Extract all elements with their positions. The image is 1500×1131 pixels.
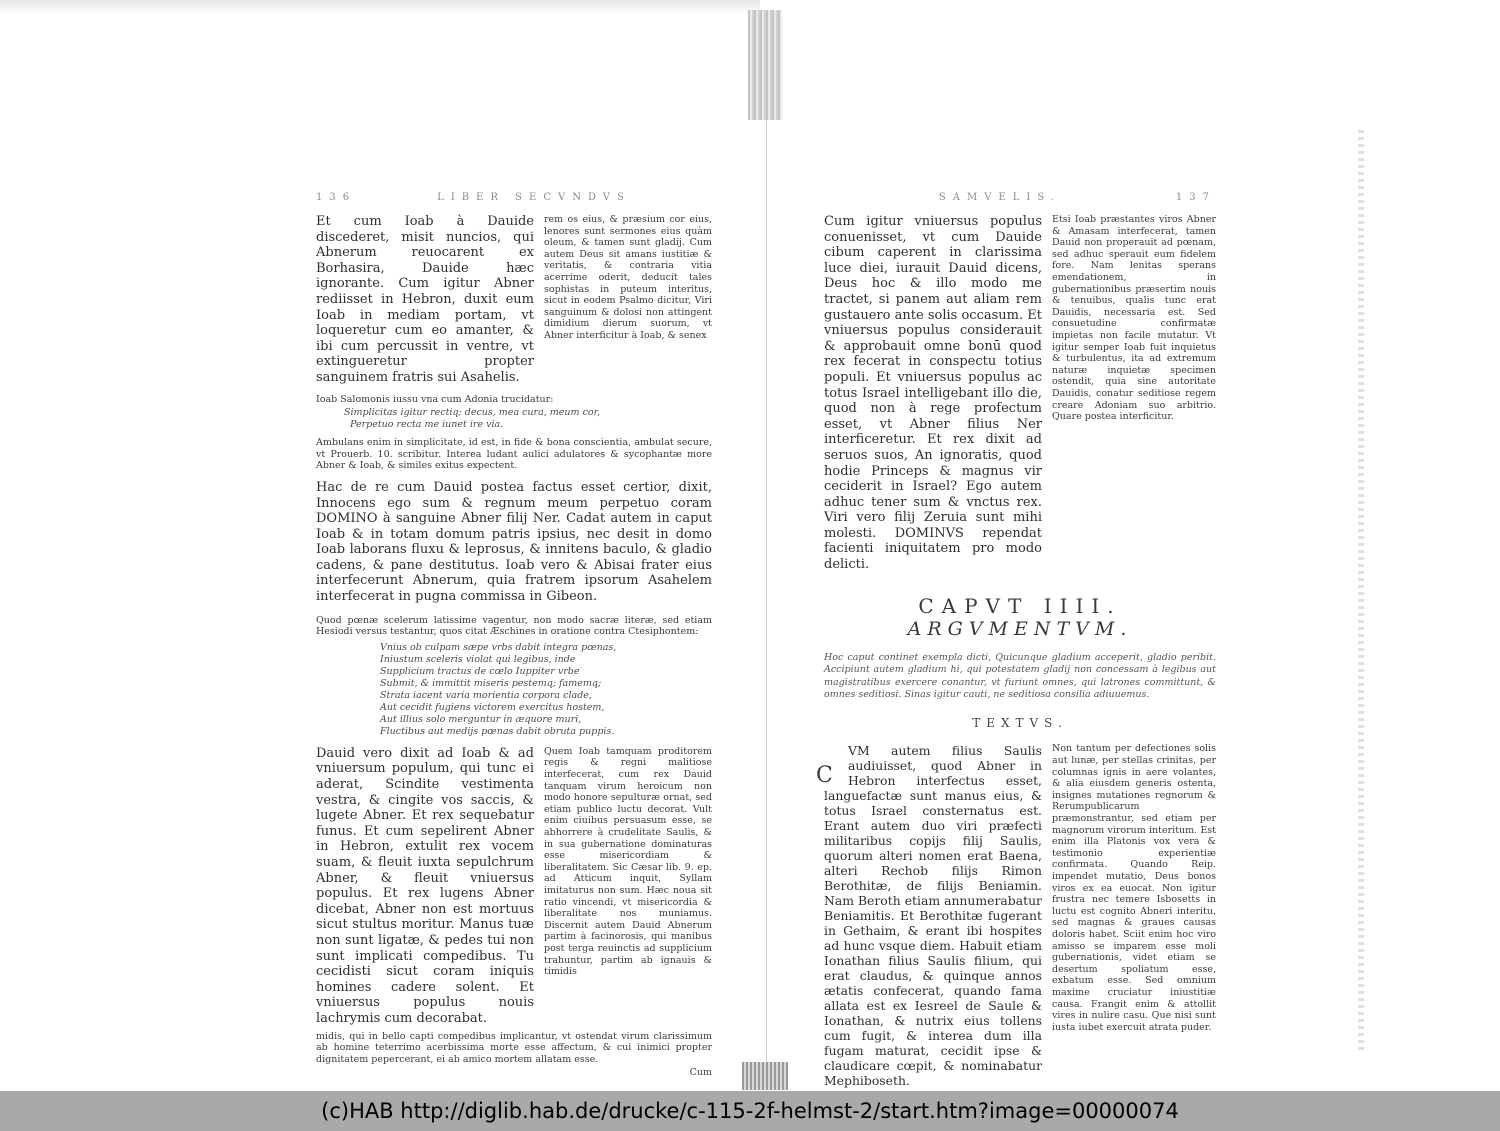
left-main-text-2: Hac de re cum Dauid postea factus esset certior, dixit, Innocens ego sum & regnum meum perpetuo coram DOMINO à sanguine Abner filij Ner. Cadat autem in caput Ioab & in totam domum patris ipsius, nec desit in domo Ioab laborans fluxu & leprosus, & innitens baculo, & gladio cadens, & pane destitutus. Ioab vero & Abisai frater eius interfecerunt Abnerum, quia fratrem ipsorum Asahelem interfecerat in pugna commissa in Gibeon. (316, 479, 712, 605)
verse-line: Supplicium tractus de cœlo Iuppiter vrbe (380, 665, 580, 677)
copyright-footer-bar (0, 1091, 1500, 1131)
argumentum-text: Hoc caput continet exempla dicti, Quicunque gladium acceperit, gladio peribit. Accipiunt autem gladium hi, qui potestatem gladij non concessam à legibus aut magistratibus exercere conantur, vt furiunt omnes, qui latrones committunt, & omnes seditiosi. Sinas igitur cauti, ne seditiosa consilia adiuuemus. (824, 651, 1216, 701)
right-page-number: 137 (1175, 192, 1216, 203)
verse-line: Fluctibus aut medijs pœnas dabit obruta puppis. (380, 725, 615, 737)
left-main-text-1: Et cum Ioab à Dauide discederet, misit nuncios, qui Abnerum reuocarent ex Borhasira, Dauide hæc ignorante. Cum igitur Abner rediisset in Hebron, duxit eum Ioab in mediam portam, vt loqueretur cum eo amanter, & ibi cum percussit in ventre, vt extingueretur propter sanguinem fratris sui Asahelis. (316, 214, 534, 385)
right-marginal-note-1: Etsi Ioab præstantes viros Abner & Amasam interfecerat, tamen Dauid non properauit ad pœnam, sed adhuc sperauit eum fidelem fore. Nam lenitas sperans emendationem, in gubernationibus præsertim nouis & tenuibus, qualis tunc erat Dauidis, necessaria est. Sed consuetudine confirmatæ impietas non facile mutatur. Vt igitur semper Ioab fuit inquietus & turbulentus, ita ad extremum naturæ inquietæ specimen ostendit, quia sine autoritate Dauidis, conatur seditiose regem creare Adoniam suo arbitrio. Quare postea interficitur. (1052, 214, 1216, 423)
page-top-edge-shadow (0, 0, 760, 14)
right-marginal-note-2: Non tantum per defectiones solis aut lunæ, per stellas crinitas, per columnas ignis in aere volantes, & alia eiusdem generis ostenta, insignes mutationes regnorum & Rerumpublicarum præmonstrantur, sed etiam per magnorum virorum interitum. Est enim illa Platonis vox vera & testimonio experientiæ confirmata. Quando Reip. impendet mutatio, Deus bonos viros ex ea euocat. Non igitur frustra nec temere Isbosetts in luctu est cognito Abneri interitu, sed magnas & graues causas doloris habet. Sciit enim hoc viro amisso se imparem esse moli gubernationis, videt etiam se desertum spoliatum esse, exbatum esse. Sed omnium maxime cruciatur iniustitiæ causa. Frangit enim & attollit vires in nulire casu. Que nisi sunt iusta iubet exercuit atrata puder. (1052, 743, 1216, 1033)
left-note-4: Quod pœnæ scelerum latissime vagentur, non modo sacræ literæ, sed etiam Hesiodi versus testantur, quos citat Æschines in oratione contra Ctesiphontem: (316, 614, 712, 638)
left-running-head (316, 190, 712, 204)
left-catchword: Cum (689, 1067, 712, 1079)
textus-heading: TEXTVS. (972, 715, 1068, 730)
left-marginal-note-1: rem os eius, & præsium cor eius, lenores sunt sermones eius quàm oleum, & tamen sunt gladij. Cum autem Deus sit amans iustitiæ & veritatis, & contraria vitia acerrime oderit, deducit tales sophistas in puteum interitus, sicut in eodem Psalmo dicitur, Viri sanguinum & dolosi non attingent dimidium dierum suorum, vt Abner interficitur à Ioab, & senex (544, 214, 712, 341)
verse-line: Strata iacent varia morientia corpora clade, (380, 689, 592, 701)
left-verse-2 (316, 642, 712, 738)
left-running-title: LIBER SECVNDVS (437, 192, 631, 203)
gutter-line (766, 120, 767, 1070)
left-section-3 (316, 746, 712, 1027)
right-section-2 (816, 743, 1216, 1089)
argumentum-heading: ARGVMENTVM. (907, 618, 1133, 641)
right-running-head (824, 190, 1216, 204)
copyright-url-text: (c)HAB http://diglib.hab.de/drucke/c-115-2f-helmst-2/start.htm?image=00000074 (321, 1099, 1179, 1123)
right-section-1 (824, 214, 1216, 573)
right-main-text-2-body: VM autem filius Saulis audiuisset, quod Abner in Hebron interfectus esset, languefactæ sunt manus eius, & totus Israel consternatus est. Erant autem duo viri præfecti militaribus copijs filij Saulis, quorum alteri nomen erat Baena, alteri Rechob filijs Rimon Berothitæ, de filijs Beniamin. Nam Beroth etiam annumerabatur Beniamitis. Et Berothitæ fugerant in Gethaim, & erant ibi hospites ad hunc vsque diem. Habuit etiam Ionathan filius Saulis filium, qui erat claudus, & quinque annos ætatis confecerat, quando fama allata est ex Iesreel de Saule & Ionathan, & nutrix eius tollens cum fugit, & interea dum illa fugam maturat, cecidit ipse & claudicare cœpit, & nominabatur Mephiboseth. (824, 743, 1042, 1089)
left-main-text-3: Dauid vero dixit ad Ioab & ad vniuersum populum, qui tunc ei aderat, Scindite vestimenta vestra, & cingite vos saccis, & lugete Abner. Et rex sequebatur funus. Et cum sepelirent Abner in Hebron, extulit rex vocem suam, & fleuit iuxta sepulchrum Abner, & fleuit vniuersus populus. Et rex lugens Abner dicebat, Abner non est mortuus sicut stultus moritur. Manus tuæ non sunt ligatæ, & pedes tui non sunt implicati compedibus. Tu cecidisti sicut coram iniquis homines cadere solent. Et vniuersus populus nouis lachrymis cum decorabat. (316, 745, 534, 1026)
verse-line: Iniustum sceleris violat qui legibus, inde (380, 653, 576, 665)
left-marginal-note-5: Quem Ioab tamquam proditorem regis & regni malitiose interfecerat, cum rex Dauid tanquam virum heroicum non modo honore sepulturæ ornat, sed etiam publico luctu decorat. Vult enim ciuibus persuasum esse, se abhorrere à crudelitate Saulis, & in sua gubernatione dominaturas esse misericordiam & liberalitatem. Sic Cæsar lib. 9. ep. ad Atticum inquit, Syllam imitaturus non sum. Hæc noua sit ratio vincendi, vt misericordia & liberalitate nos muniamus. Discernit autem Dauid Abnerum partim à facinorosis, qui manibus post terga reuinctis ad supplicium trahuntur, partim ab ignauis & timidis (544, 745, 712, 978)
verse-line: Submit, & immittit miseris pestemq; famemq; (380, 677, 602, 689)
chapter-heading: CAPVT IIII. (918, 593, 1122, 618)
verse-line: Vnius ob culpam sæpe vrbs dabit integra pœnas, (380, 641, 617, 653)
left-page-number: 136 (316, 192, 357, 203)
verse-line: Aut illius solo merguntur in æquore muri, (380, 713, 582, 725)
left-note-2: Ioab Salomonis iussu vna cum Adonia trucidatur: (316, 393, 554, 405)
verse-line: Simplicitas igitur rectiq; decus, mea cura, meum cor, (344, 407, 601, 419)
verse-line: Aut cecidit fugiens victorem exercitus hostem, (380, 701, 605, 713)
right-main-text-1: Cum igitur vniuersus populus conuenisset, vt cum Dauide cibum caperent in clarissima luce diei, iurauit Dauid dicens, Deus hoc & illo modo me tractet, si panem aut aliam rem gustauero ante solis occasum. Et vniuersus populus considerauit & approbauit omne bonū quod rex fecerat in conspectu totius populi. Et vniuersus populus ac totus Israel intelligebant illo die, quod non à rege profectum esset, vt Abner filius Ner interficeretur. Et rex dixit ad seruos suos, An ignoratis, quod hodie Princeps & magnus vir ceciderit in Israel? Ego autem adhuc tener sum & vnctus rex. Viri vero filij Zeruia sunt mihi molesti. DOMINVS rependat facienti iniquitatem pro modo delicti. (824, 214, 1042, 573)
right-main-text-2 (816, 743, 1042, 1089)
right-running-title: SAMVELIS. (938, 192, 1061, 203)
left-note-3: Ambulans enim in simplicitate, id est, in fide & bona conscientia, ambulat secure, vt Prouerb. 10. scribitur. Interea ludant aulici adulatores & sycophantæ more Abner & Ioab, & similes exitus expectent. (316, 437, 712, 472)
left-section-1 (316, 214, 712, 386)
drop-cap-letter: C (816, 763, 833, 789)
book-spine-top (748, 10, 782, 120)
left-note-6: midis, qui in bello capti compedibus implicantur, vt ostendat virum clarissimum ab homine teterrimo acerbissima morte esse affectum, & cui inimici propter dignitatem pepercerant, ei ab amico mortem allatam esse. (316, 1030, 712, 1065)
left-page (316, 190, 712, 1079)
book-spine-bottom (742, 1062, 788, 1090)
verse-line: Perpetuo recta me iunet ire via. (350, 419, 504, 431)
right-page (816, 190, 1216, 1091)
right-page-edge (1358, 130, 1364, 1050)
left-verse-1 (316, 407, 712, 431)
